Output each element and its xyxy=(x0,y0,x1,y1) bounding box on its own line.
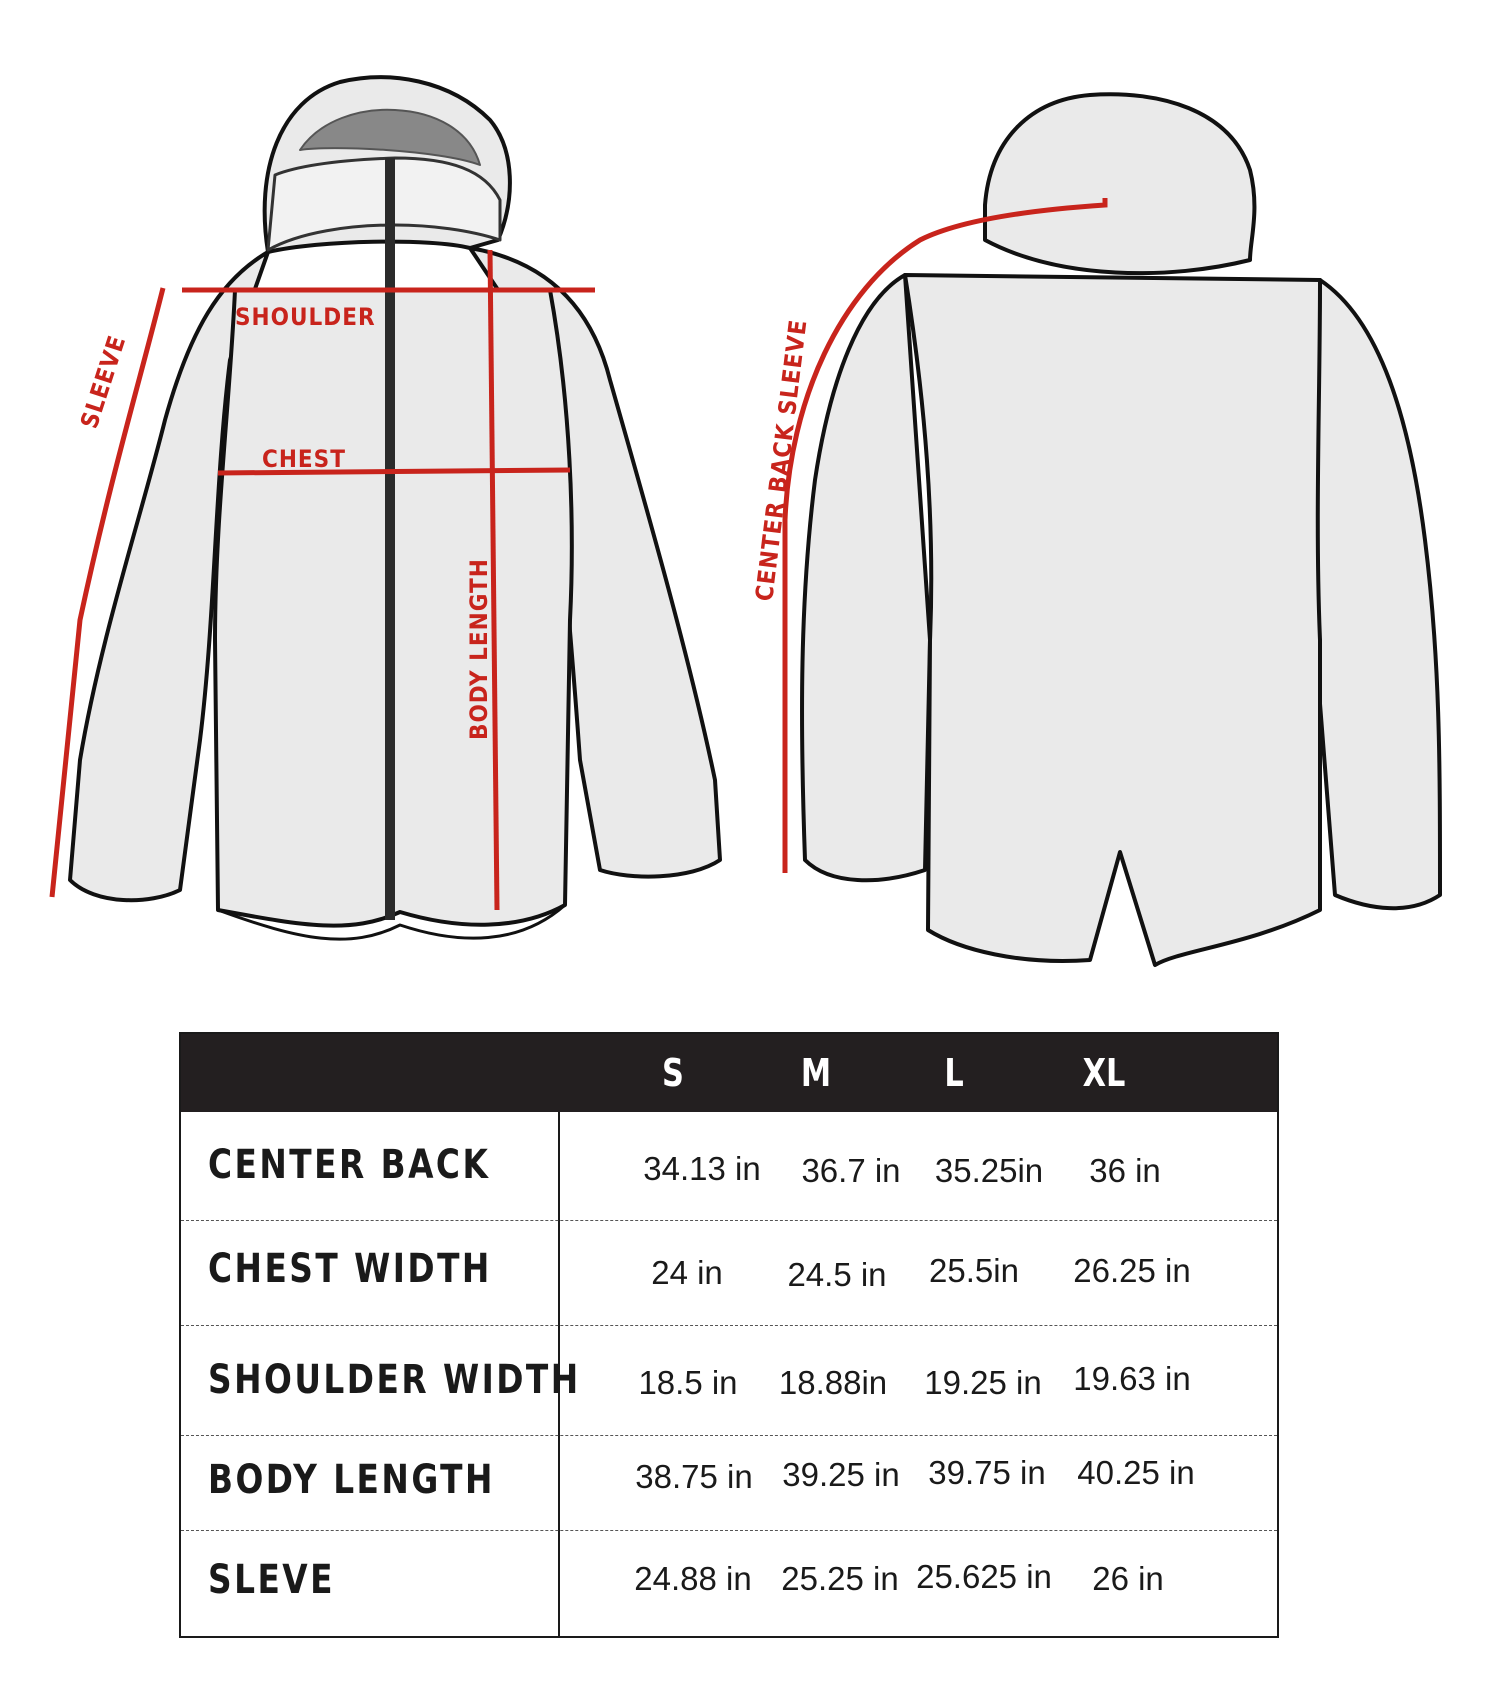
row-divider xyxy=(181,1220,1277,1221)
chest-label: CHEST xyxy=(262,445,346,473)
cell-center-back-s: 34.13 in xyxy=(643,1150,761,1187)
cell-shoulder-width-m: 18.88in xyxy=(778,1364,888,1401)
row-divider xyxy=(181,1530,1277,1531)
body-length-label: BODY LENGTH xyxy=(465,558,493,740)
size-header-s: S xyxy=(662,1051,684,1095)
row-divider xyxy=(181,1435,1277,1436)
cell-sleeve-xl: 26 in xyxy=(1092,1560,1164,1597)
center-back-sleeve-label: CENTER BACK SLEEVE xyxy=(750,317,813,603)
sleeve-label: SLEEVE xyxy=(75,331,132,432)
cell-sleeve-s: 24.88 in xyxy=(634,1560,752,1597)
front-jacket xyxy=(70,77,720,939)
cell-body-length-m: 39.25 in xyxy=(782,1456,900,1493)
cell-shoulder-width-l: 19.25 in xyxy=(924,1364,1042,1401)
cell-sleeve-l: 25.625 in xyxy=(916,1558,1052,1595)
size-header-xl: XL xyxy=(1082,1051,1126,1095)
back-torso xyxy=(905,275,1320,965)
cell-chest-width-s: 24 in xyxy=(651,1254,723,1291)
row-label-body-length: BODY LENGTH xyxy=(208,1457,495,1503)
cell-center-back-xl: 36 in xyxy=(1089,1152,1161,1189)
back-right-sleeve xyxy=(1315,280,1440,908)
size-header-row xyxy=(181,1034,1277,1112)
cell-chest-width-l: 25.5in xyxy=(929,1252,1019,1289)
cell-body-length-s: 38.75 in xyxy=(635,1458,753,1495)
cell-shoulder-width-xl: 19.63 in xyxy=(1073,1360,1191,1397)
shoulder-label: SHOULDER xyxy=(235,303,376,331)
size-chart-table xyxy=(179,1032,1279,1638)
cell-chest-width-xl: 26.25 in xyxy=(1073,1252,1191,1289)
size-header-m: M xyxy=(800,1051,832,1095)
row-label-sleeve: SLEVE xyxy=(208,1557,336,1603)
back-jacket xyxy=(802,94,1440,965)
row-label-chest-width: CHEST WIDTH xyxy=(208,1246,492,1292)
row-label-shoulder-width: SHOULDER WIDTH xyxy=(208,1357,581,1403)
back-hood xyxy=(985,94,1254,273)
row-label-center-back: CENTER BACK xyxy=(208,1142,491,1188)
cell-shoulder-width-s: 18.5 in xyxy=(638,1364,738,1401)
cell-sleeve-m: 25.25 in xyxy=(781,1560,899,1597)
cell-center-back-l: 35.25in xyxy=(934,1152,1044,1189)
size-header-l: L xyxy=(944,1051,964,1095)
cell-chest-width-m: 24.5 in xyxy=(787,1256,887,1293)
cell-body-length-l: 39.75 in xyxy=(928,1454,1046,1491)
cell-body-length-xl: 40.25 in xyxy=(1077,1454,1195,1491)
cell-center-back-m: 36.7 in xyxy=(801,1152,901,1189)
row-divider xyxy=(181,1325,1277,1326)
